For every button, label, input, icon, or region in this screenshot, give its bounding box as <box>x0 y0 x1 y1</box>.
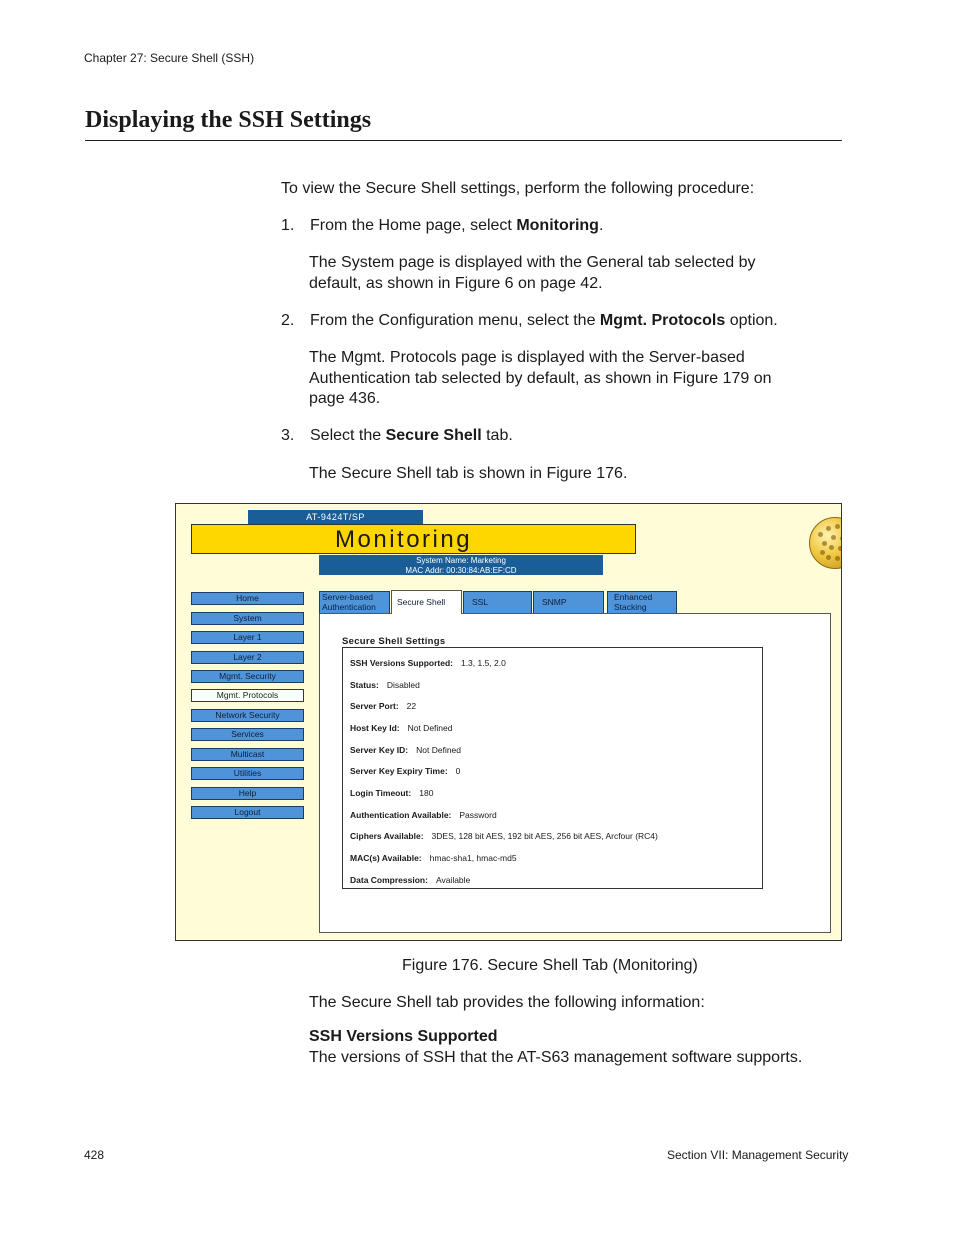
step-1 <box>281 216 603 237</box>
step-text: From the Home page, select <box>310 217 517 234</box>
setting-value: 22 <box>406 701 417 711</box>
nav-home-button[interactable]: Home <box>191 592 304 605</box>
setting-value: 3DES, 128 bit AES, 192 bit AES, 256 bit AES, Arcfour (RC4) <box>431 831 658 841</box>
setting-row <box>350 766 460 776</box>
chapter-header: Chapter 27: Secure Shell (SSH) <box>84 51 255 65</box>
tab-snmp[interactable]: SNMP <box>533 591 604 613</box>
setting-label: Server Key Expiry Time: <box>350 766 448 776</box>
banner-title: Monitoring <box>335 526 473 553</box>
term-description: The versions of SSH that the AT-S63 management software supports. <box>309 1049 803 1066</box>
globe-logo-icon <box>809 517 842 569</box>
setting-row <box>350 831 658 841</box>
nav-layer1-button[interactable]: Layer 1 <box>191 631 304 644</box>
nav-services-button[interactable]: Services <box>191 728 304 741</box>
step-3 <box>281 426 513 447</box>
setting-label: Server Port: <box>350 701 399 711</box>
nav-network-security-button[interactable]: Network Security <box>191 709 304 722</box>
setting-row <box>350 745 461 755</box>
note-line: The Mgmt. Protocols page is displayed with the Server-based <box>309 349 745 366</box>
setting-row <box>350 875 470 885</box>
setting-value: hmac-sha1, hmac-md5 <box>429 853 517 863</box>
term-heading: SSH Versions Supported <box>309 1028 498 1045</box>
setting-value: 180 <box>419 788 434 798</box>
system-name: System Name: Marketing <box>416 556 506 565</box>
settings-heading: Secure Shell Settings <box>342 636 446 647</box>
setting-value: Available <box>435 875 471 885</box>
nav-help-button[interactable]: Help <box>191 787 304 800</box>
settings-box <box>342 647 763 889</box>
section-footer: Section VII: Management Security <box>667 1148 849 1162</box>
note-line: page 436. <box>309 390 381 407</box>
mac-address: MAC Addr: 00:30:84:AB:EF:CD <box>405 565 517 575</box>
setting-row <box>350 810 497 820</box>
setting-row <box>350 853 517 863</box>
tab-ssl[interactable]: SSL <box>463 591 532 613</box>
tab-secure-shell[interactable]: Secure Shell <box>391 590 462 614</box>
step-1-note <box>309 253 755 294</box>
nav-system-button[interactable]: System <box>191 612 304 625</box>
setting-label: Host Key Id: <box>350 723 400 733</box>
title-divider <box>85 140 842 141</box>
tab-label-line: Authentication <box>322 601 376 612</box>
setting-label: MAC(s) Available: <box>350 853 422 863</box>
step-bold: Monitoring <box>516 217 599 234</box>
page-number: 428 <box>84 1148 105 1162</box>
figure-caption: Figure 176. Secure Shell Tab (Monitoring) <box>402 957 698 974</box>
setting-label: Status: <box>350 680 379 690</box>
step-number: 2. <box>281 312 295 329</box>
tab-label-line: Enhanced <box>614 592 653 602</box>
setting-value: 1.3, 1.5, 2.0 <box>460 658 506 668</box>
monitoring-banner <box>191 524 636 554</box>
step-2-note <box>309 348 772 410</box>
nav-mgmt-protocols-button[interactable]: Mgmt. Protocols <box>191 689 304 702</box>
setting-label: Ciphers Available: <box>350 831 424 841</box>
setting-row <box>350 723 452 733</box>
setting-label: Authentication Available: <box>350 810 452 820</box>
intro-text: To view the Secure Shell settings, perform the following procedure: <box>281 180 755 197</box>
tab-server-based-authentication[interactable] <box>319 591 390 613</box>
setting-label: Server Key ID: <box>350 745 409 755</box>
step-bold: Secure Shell <box>385 427 482 444</box>
setting-label: Login Timeout: <box>350 788 412 798</box>
step-text-end: . <box>598 217 604 234</box>
figure-screenshot <box>175 503 842 941</box>
step-text-end: option. <box>725 312 778 329</box>
step-number: 1. <box>281 217 295 234</box>
setting-label: Data Compression: <box>350 875 428 885</box>
step-3-note: The Secure Shell tab is shown in Figure 176. <box>309 465 628 482</box>
setting-row <box>350 788 433 798</box>
setting-label: SSH Versions Supported: <box>350 658 453 668</box>
setting-row <box>350 701 416 711</box>
tab-label-line: Server-based <box>322 592 374 602</box>
system-info <box>319 555 603 575</box>
setting-value: Disabled <box>386 680 420 690</box>
step-text-end: tab. <box>481 427 513 444</box>
tab-label-line: Stacking <box>614 601 647 612</box>
setting-value: 0 <box>455 766 461 776</box>
nav-multicast-button[interactable]: Multicast <box>191 748 304 761</box>
nav-logout-button[interactable]: Logout <box>191 806 304 819</box>
model-label: AT-9424T/SP <box>248 510 423 524</box>
note-line: Authentication tab selected by default, as shown in Figure 179 on <box>309 369 772 387</box>
step-text: From the Configuration menu, select the <box>310 312 600 329</box>
provides-text: The Secure Shell tab provides the following information: <box>309 994 705 1011</box>
setting-value: Not Defined <box>416 745 462 755</box>
tab-enhanced-stacking[interactable] <box>607 591 677 613</box>
step-bold: Mgmt. Protocols <box>599 312 726 329</box>
nav-utilities-button[interactable]: Utilities <box>191 767 304 780</box>
section-title: Displaying the SSH Settings <box>85 107 372 133</box>
setting-row <box>350 680 420 690</box>
step-number: 3. <box>281 427 295 444</box>
step-text: Select the <box>310 427 386 444</box>
note-line: The System page is displayed with the General tab selected by <box>309 254 756 271</box>
setting-value: Not Defined <box>407 723 453 733</box>
setting-value: Password <box>459 810 497 820</box>
nav-layer2-button[interactable]: Layer 2 <box>191 651 304 664</box>
setting-row <box>350 658 506 668</box>
nav-mgmt-security-button[interactable]: Mgmt. Security <box>191 670 304 683</box>
step-2 <box>281 311 778 332</box>
note-line: default, as shown in Figure 6 on page 42. <box>309 274 603 292</box>
